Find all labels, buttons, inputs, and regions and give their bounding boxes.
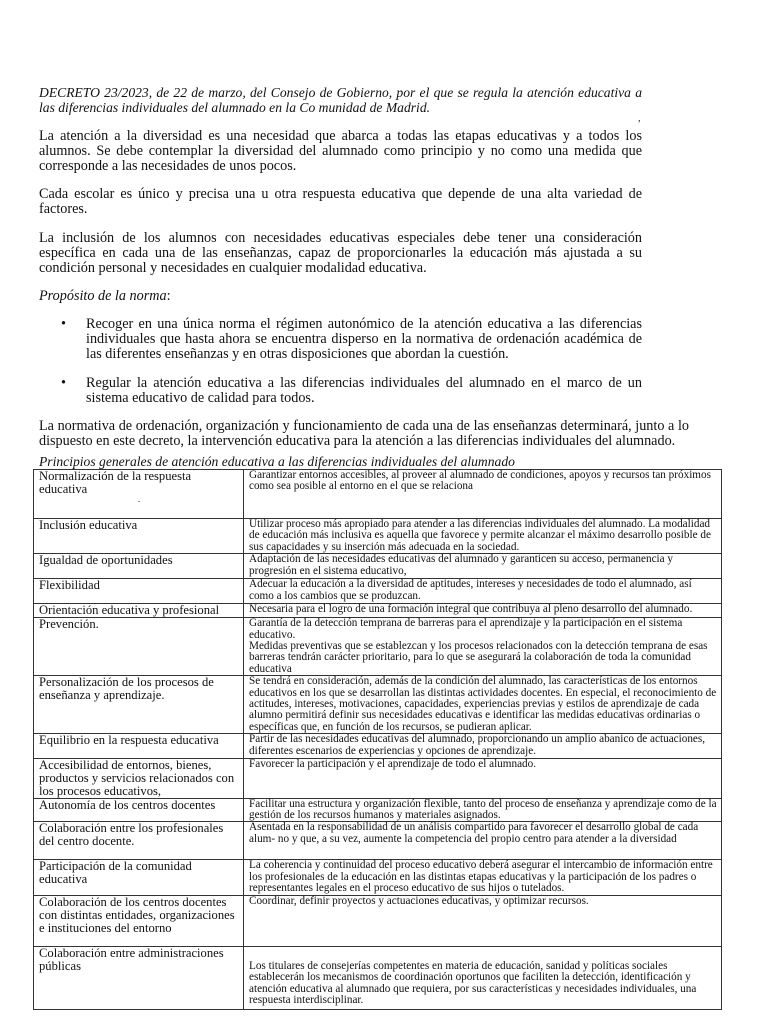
table-row [34, 676, 722, 734]
table-dot: . [137, 493, 141, 504]
table-row [34, 618, 722, 676]
principle-description: Necesaria para el logro de una formación integral que contribuya al pleno desarrollo del alumnado. [244, 604, 722, 618]
principle-name: Flexibilidad [34, 579, 244, 604]
principle-name: Participación de la comunidad educativa [34, 860, 244, 896]
document-body [39, 85, 689, 470]
principle-description: Facilitar una estructura y organización flexible, tanto del proceso de enseñanza y aprendizaje como de la gestión de los recursos humanos y materiales asignados. [244, 798, 722, 822]
table-row [34, 734, 722, 759]
table-row [34, 896, 722, 947]
principle-description: La coherencia y continuidad del proceso educativo deberá asegurar el intercambio de información entre los profesionales de la educación en las distintas etapas educativas y la participación de los padres o representantes legales en el proceso educativo de sus hijos o tutelados. [244, 860, 722, 896]
purpose-label: Propósito de la norma [39, 288, 167, 305]
principle-description: Asentada en la responsabilidad de un análisis compartido para favorecer el desarrollo global de cada alum- no y que, a su vez, aumente la competencia del propio centro para atender a la diversidad [244, 822, 722, 860]
paragraph-inclusion: La inclusión de los alumnos con necesidades educativas especiales debe tener una consideración específica en cada una de las enseñanzas, capaz de proporcionarles la educación más ajustada a su condición personal y necesidades en cualquier modalidad educativa. [39, 229, 642, 276]
principle-name: Colaboración entre administraciones públicas [34, 947, 244, 1010]
principle-description: Garantizar entornos accesibles, al proveer al alumnado de condiciones, apoyos y recursos tan próximos como sea posible al entorno en el que se relaciona [244, 470, 722, 519]
table-row [34, 579, 722, 604]
decree-heading: DECRETO 23/2023, de 22 de marzo, del Consejo de Gobierno, por el que se regula la atención educativa a las diferencias individuales del alumnado en la Co munidad de Madrid. [39, 85, 642, 115]
paragraph-each-student: Cada escolar es único y precisa una u otra respuesta educativa que depende de una alta variedad de factores. [39, 186, 642, 218]
bullet-icon: • [61, 316, 66, 333]
principle-description: Utilizar proceso más apropiado para atender a las diferencias individuales del alumnado. La modalidad de educación más inclusiva es aquella que favorece y permite alcanzar el máximo desarrollo posible de sus capacidades y su inserción más adecuada en la sociedad. [244, 519, 722, 554]
table-row [34, 604, 722, 618]
principle-description: Se tendrá en consideración, además de la condición del alumnado, las características de los entornos educativos en los que se desarrollan las distintas actividades docentes. En especial, el reconocimiento de actitudes, intereses, motivaciones, capacidades, experiencias previas y estilos de aprendizaje de cada alumno permitirá definir sus necesidades educativas e identificar las medidas educativas ordinarias o específicas que, en función de los recursos, se pudieran aplicar. [244, 676, 722, 734]
principle-name: Personalización de los procesos de enseñanza y aprendizaje. [34, 676, 244, 734]
principle-name: Igualdad de oportunidades [34, 554, 244, 579]
table-row [34, 759, 722, 798]
table-row [34, 947, 722, 1010]
principle-description: Adaptación de las necesidades educativas del alumnado y garanticen su acceso, permanencia y progresión en el sistema educativo, [244, 554, 722, 579]
principle-description: Favorecer la participación y el aprendizaje de todo el alumnado. [244, 759, 722, 798]
table-row [34, 470, 722, 519]
table-row [34, 798, 722, 822]
principle-name: Orientación educativa y profesional [34, 604, 244, 618]
table-row [34, 554, 722, 579]
principles-table [33, 469, 722, 1010]
principle-name: Colaboración de los centros docentes con distintas entidades, organizaciones e instituciones del entorno [34, 896, 244, 947]
paragraph-diversity: La atención a la diversidad es una necesidad que abarca a todas las etapas educativas y a todos los alumnos. Se debe contemplar la diversidad del alumnado como principio y no como una medida que corresponde a las necesidades de unos pocos. [39, 128, 642, 174]
table-row [34, 822, 722, 860]
bullet-icon: • [61, 374, 66, 391]
principle-description: Los titulares de consejerías competentes en materia de educación, sanidad y políticas sociales establecerán los mecanismos de coordinación oportunos que faciliten la detección, identificación y atención educativa al alumnado que requiera, por sus características y necesidades individuales, una respuesta interdisciplinar. [244, 947, 722, 1010]
principle-name: Colaboración entre los profesionales del centro docente. [34, 822, 244, 860]
table-row [34, 519, 722, 554]
principle-description: Garantía de la detección temprana de barreras para el aprendizaje y la participación en el sistema educativo. Medidas preventivas que se establezcan y los procesos relacionados con la detección temprana de esas barreras tendrán carácter prioritario, para lo que se asegurará la colaboración de toda la comunidad educativa [244, 618, 722, 676]
principle-name: Prevención. [34, 618, 244, 676]
principles-title: Principios generales de atención educativa a las diferencias individuales del alumnado [39, 453, 515, 469]
list-item-text: Recoger en una única norma el régimen autonómico de la atención educativa a las diferencias individuales que hasta ahora se encuentra disperso en la normativa de ordenación académica de las diferentes enseñanzas y en otras disposiciones que abordan la cuestión. [86, 316, 642, 362]
list-item-text: Regular la atención educativa a las diferencias individuales del alumnado en el marco de un sistema educativo de calidad para todos. [86, 374, 642, 406]
principle-description: Partir de las necesidades educativas del alumnado, proporcionando un amplio abanico de actuaciones, diferentes escenarios de experiencias y opciones de aprendizaje. [244, 734, 722, 759]
stray-mark: , [638, 113, 641, 124]
list-item [39, 376, 642, 406]
purpose-list [39, 317, 642, 405]
principle-name: Normalización de la respuesta educativa . [34, 470, 244, 519]
table-row [34, 860, 722, 896]
principle-name: Autonomía de los centros docentes [34, 798, 244, 822]
principle-description: Adecuar la educación a la diversidad de aptitudes, intereses y necesidades de todo el alumnado, así como a los cambios que se produzcan. [244, 579, 722, 604]
principle-name: Equilibrio en la respuesta educativa [34, 734, 244, 759]
principle-name: Accesibilidad de entornos, bienes, productos y servicios relacionados con los procesos educativos, [34, 759, 244, 798]
purpose-colon: : [166, 288, 171, 305]
purpose-heading [39, 288, 642, 305]
closing-paragraph: La normativa de ordenación, organización y funcionamiento de cada una de las enseñanzas determinará, junto a lo dispuesto en este decreto, la intervención educativa para la atención a las diferencias individuales del alumnado. [39, 418, 689, 450]
principle-description: Coordinar, definir proyectos y actuaciones educativas, y optimizar recursos. [244, 896, 722, 947]
list-item [39, 317, 642, 361]
principle-name: Inclusión educativa [34, 519, 244, 554]
